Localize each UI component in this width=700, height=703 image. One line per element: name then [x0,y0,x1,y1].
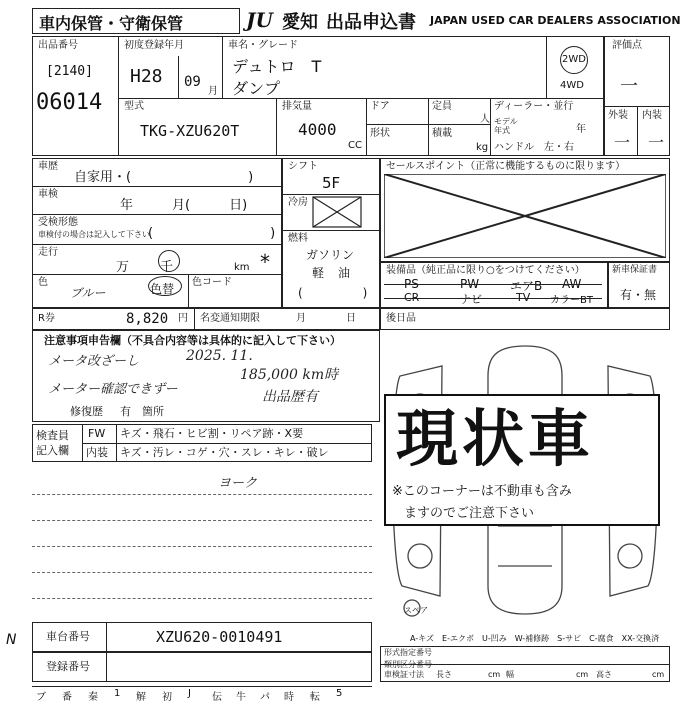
receipt-label: 受検形態 [38,217,78,228]
strike-line [384,284,602,285]
capacity-label: 定員 [432,101,452,112]
exterior-value: 一 [614,133,631,152]
divider [118,36,119,156]
door-label: ドア [370,101,390,112]
chassis-label: 車台番号 [46,630,90,643]
history-value: 自家用・( ) [74,170,254,185]
inspector-label2: 記入欄 [36,444,69,457]
fuel-value: ガソリン [306,248,355,262]
inspector-label1: 検査員 [36,429,69,442]
footer-strip [32,686,372,701]
inspection-value: 年 月( 日) [120,198,248,213]
shift-label: シフト [288,161,318,172]
equipment-label: 装備品（純正品に限り○をつけてください） [386,265,585,276]
later-items-label: 後日品 [386,313,416,324]
fw-label: FW [88,427,106,440]
dashed-line [32,598,372,599]
loading-unit: kg [476,142,489,153]
equipment-cr: CR [404,291,420,304]
divider [32,244,282,245]
assoc-english: JAPAN USED CAR DEALERS ASSOCIATION [430,14,681,27]
footer-item: 番 [62,692,72,703]
drive-2wd: 2WD [562,54,586,65]
length-label: 長さ [436,670,452,679]
footer-item: 1 [114,688,121,699]
warranty-label: 新車保証書 [612,265,658,275]
footer-item: 転 [310,692,320,703]
color-label: 色 [38,277,48,288]
storage-box [32,8,240,34]
fuel-light: 軽 [312,266,325,280]
rtax-label: R券 [38,313,55,324]
type-sub-label: 類別区分番号 [384,660,432,669]
width-unit: cm [576,670,589,679]
cooler-crossed-box [312,196,362,228]
listing-number-label: 出品番号 [38,40,78,51]
equipment-pw: PW [460,277,480,291]
mileage-unit-man: 万 [116,260,130,275]
logo-text: JU [246,8,273,32]
storage-label: 車内保管・守衛保管 [39,14,184,33]
color-handwritten: ブルー [70,286,106,300]
shift-value: 5F [322,174,341,192]
interior-label: 内装 [642,110,662,121]
divider [82,443,372,444]
doc-title: 出品申込書 [326,12,416,33]
fuel-label: 燃料 [288,233,308,244]
divider [106,622,107,652]
inspector-hand-note: ヨーク [218,476,258,491]
sales-crossed-out [384,174,666,258]
footer-item: 5 [336,688,343,699]
reg-label: 登録番号 [46,660,90,673]
as-is-note2: ますのでご注意下さい [404,506,535,521]
divider [178,56,179,98]
dealer-label: ディーラー・並行 [494,101,574,112]
divider [222,36,223,98]
divider [118,98,604,99]
shape-label: 形状 [370,128,390,139]
length-unit: cm [488,670,501,679]
model-year-label: モデル 年式 [494,117,518,135]
chassis-value: XZU620-0010491 [156,628,283,646]
later-items-row [380,308,670,330]
divider [188,274,189,308]
color-code-label: 色コード [192,277,232,288]
as-is-note1: ※このコーナーは不動車も含み [392,484,572,499]
strike-line [384,298,602,299]
divider [32,214,282,215]
spare-label: スペア [404,606,428,615]
vehicle-grade: ダンプ [232,79,281,98]
divider [194,308,195,330]
fuel-paren: ( ) [298,286,368,300]
displacement-unit: CC [348,140,362,151]
history-label: 車歴 [38,161,58,172]
notes-line1: メータ改ざーし [48,354,140,369]
type-label: 形式指定番号 [384,648,432,657]
divider [276,98,277,156]
equipment-grid [384,277,604,305]
divider [490,98,491,156]
score-value: 一 [620,76,638,97]
displacement-value: 4000 [298,120,337,139]
footer-item: 牛 [236,692,246,703]
repair-value: 有 箇所 [120,405,164,418]
divider [282,194,380,195]
divider [546,36,547,98]
height-unit: cm [652,670,665,679]
dashed-line [32,494,372,495]
cooler-label: 冷房 [288,197,308,208]
width-label: 幅 [506,670,514,679]
height-label: 高さ [596,670,612,679]
damage-legend: A-キズ E-エクボ U-凹み W-補修跡 S-サビ C-腐食 XX-交換済 [410,634,660,643]
divider [32,274,282,275]
first-reg-month: 09 [184,74,201,90]
dashed-line [32,520,372,521]
footer-item: 初 [162,692,172,703]
displacement-label: 排気量 [282,101,312,112]
vehicle-name-label: 車名・グレード [228,40,298,51]
interior-items: キズ・汚レ・コゲ・穴・スレ・キレ・破レ [120,446,329,459]
name-change-day: 日 [346,313,356,324]
loading-label: 積載 [432,128,452,139]
footer-item: 伝 [212,692,222,703]
sales-label: セールスポイント（正常に機能するものに限ります） [386,161,626,172]
color-changed-circle [148,276,182,296]
inspection-label: 車検 [38,189,58,200]
as-is-stamp [384,394,660,526]
receipt-note: 車検付の場合は記入して下さい [38,230,150,239]
footer-item: パ [260,692,270,703]
divider [366,98,367,156]
footer-item: ブ [36,692,46,703]
dashed-line [32,546,372,547]
first-reg-label: 初度登録年月 [124,40,184,51]
vehicle-name: デュトロ T [232,57,322,76]
notes-header: 注意事項申告欄（不具合内容等は具体的に記入して下さい） [44,334,341,347]
repair-label: 修復歴 [70,405,103,418]
ju-logo [246,8,282,32]
fuel-oil: 油 [338,266,351,280]
first-reg-year: H28 [130,66,163,87]
rtax-value: 8,820 [126,311,169,327]
year-unit: 年 [576,124,586,135]
assoc-name: 愛知 [282,12,318,33]
mileage-label: 走行 [38,247,58,258]
interior-items-label: 内装 [86,446,108,459]
model-value: TKG-XZU620T [140,122,240,140]
receipt-value: ( ) [148,226,276,241]
notes-line2: メーター確認できずー [48,382,178,397]
mileage-unit-km: km [234,262,250,273]
notes-date: 2025. 11. [186,348,253,364]
interior-value: 一 [648,133,665,152]
drive-4wd: 4WD [560,80,584,91]
equipment-color-bt: カラーBT [550,295,593,306]
dims-label: 車検証寸法 [384,670,424,679]
mileage-circle [158,250,180,272]
exterior-label: 外装 [608,110,628,121]
handle-label: ハンドル 左・右 [494,142,574,153]
color-changed: 色替 [150,282,175,296]
divider [637,106,638,156]
mileage-unit-sen: 千 [160,260,174,275]
as-is-title: 現状車 [396,402,595,475]
divider [106,652,107,682]
footer-item: 解 [136,692,146,703]
rtax-unit: 円 [178,313,188,324]
divider [282,230,380,231]
equipment-ps: PS [404,277,419,291]
equipment-navi: ナビ [460,293,482,306]
mileage-mark: * [260,250,270,274]
notes-mileage: 185,000 km時 [240,367,339,383]
listing-code: [2140] [46,64,93,79]
equipment-airbag: エアB [510,279,543,293]
notes-line2b: 出品歴有 [262,389,318,405]
warranty-value: 有・無 [620,288,657,302]
divider [366,124,490,125]
name-change-month: 月 [296,313,306,324]
dashed-line [32,572,372,573]
margin-mark: N [6,632,17,648]
model-label: 型式 [124,101,144,112]
divider [32,186,282,187]
footer-item: 時 [284,692,294,703]
name-change-label: 名変通知期限 [200,313,260,324]
divider [428,98,429,156]
equipment-tv: TV [516,291,531,304]
divider [380,664,670,665]
score-label: 評価点 [612,40,642,51]
footer-item: 秦 [88,692,98,703]
listing-number: 06014 [36,90,103,115]
month-unit: 月 [208,86,218,97]
fw-items: キズ・飛石・ヒビ割・リペア跡・X要 [120,427,304,440]
equipment-aw: AW [562,277,582,291]
capacity-unit: 人 [480,114,490,125]
footer-item: J [188,688,191,699]
